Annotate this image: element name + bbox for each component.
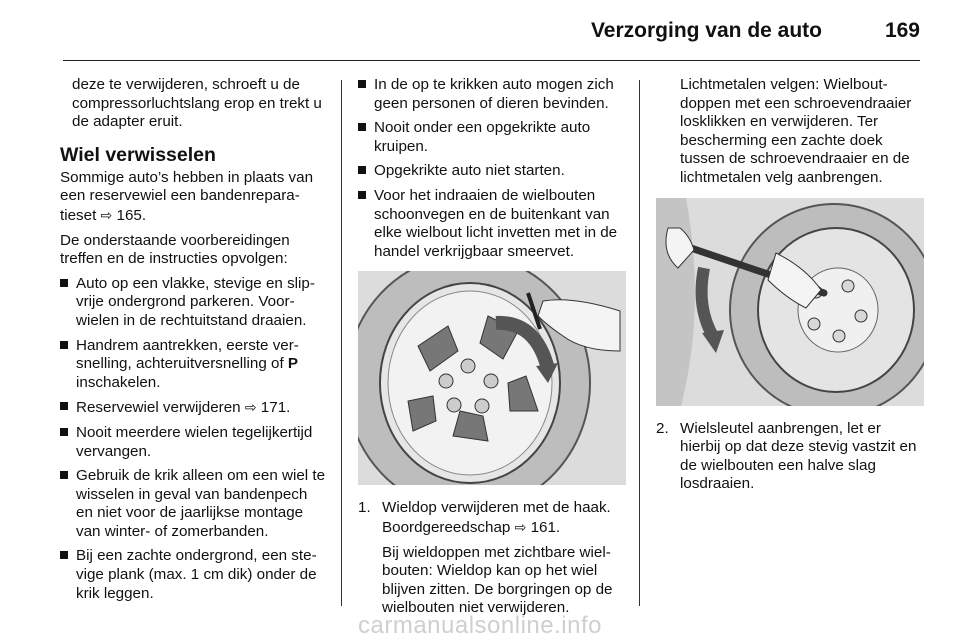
list-item: Auto op een vlakke, stevige en slipvrije ondergrond parkeren. Voorwielen in de rechtuitstand draaien. — [60, 275, 326, 331]
column-divider — [341, 80, 342, 606]
bullet-icon — [60, 428, 68, 436]
list-item: Reservewiel verwijderen ⇨ 171. — [60, 398, 326, 418]
page-number: 169 — [884, 19, 920, 42]
list-item: Gebruik de krik alleen om een wiel te wisselen in geval van bandenpech en niet voor de jaarlijkse montage van winter- of zomerbanden. — [60, 467, 326, 541]
bullet-icon — [358, 166, 366, 174]
section-heading: Wiel verwisselen — [60, 143, 216, 166]
paragraph-repair-kit: Sommige auto’s hebben in plaats van een reservewiel een bandenreparatieset ⇨ 165. — [60, 168, 314, 224]
list-item: Handrem aantrekken, eerste versnelling, achteruitversnelling of P inschakelen. — [60, 337, 326, 393]
bullet-icon — [60, 551, 68, 559]
bullet-icon — [60, 279, 68, 287]
list-item: Voor het indraaien de wielbouten schoonvegen en de buitenkant van elke wielbout licht invetten met in de handel verkrijgbaar smeervet. — [358, 187, 624, 261]
bullet-icon — [358, 123, 366, 131]
step-1: 1. Wieldop verwijderen met de haak. Boordgereedschap ⇨ 161. — [358, 499, 611, 536]
reference-arrow-icon: ⇨ — [100, 206, 113, 223]
reference-arrow-icon: ⇨ — [244, 399, 257, 416]
column-1 — [60, 76, 326, 609]
page-title: Verzorging van de auto — [590, 19, 822, 42]
bullet-icon — [60, 341, 68, 349]
page-header — [0, 0, 960, 62]
hubcap-removal-illustration — [358, 271, 626, 485]
list-item: In de op te krikken auto mogen zich geen personen of dieren bevinden. — [358, 76, 624, 113]
bullet-icon — [358, 80, 366, 88]
bullet-icon — [60, 402, 68, 410]
page-reference-link[interactable]: 165. — [116, 206, 147, 224]
watermark: carmanualsonline.info — [358, 612, 602, 639]
step-2: 2. Wielsleutel aanbrengen, let er hierbij op dat deze stevig vastzit en de wielbouten een halve slag losdraaien. — [656, 419, 917, 493]
step-1-note: Bij wieldoppen met zichtbare wielbouten: Wieldop kan op het wiel blijven zitten. De borgringen op de wielbouten niet verwijderen. — [382, 543, 613, 617]
column-divider — [639, 80, 640, 606]
step-number: 2. — [656, 419, 669, 437]
wheel-wrench-illustration — [656, 198, 924, 406]
step-number: 1. — [358, 499, 371, 517]
bullet-icon — [60, 471, 68, 479]
column-2 — [358, 76, 624, 624]
list-item: Opgekrikte auto niet starten. — [358, 162, 624, 181]
page-reference-link[interactable]: 171. — [260, 399, 291, 417]
gear-p-label: P — [287, 355, 299, 373]
page-reference-link[interactable]: 161. — [530, 518, 561, 536]
column-3 — [656, 76, 924, 500]
list-item: Nooit onder een opgekrikte auto kruipen. — [358, 119, 624, 156]
bullet-icon — [358, 191, 366, 199]
paragraph-preparations: De onderstaande voorbereidingen treffen en de instructies opvolgen: — [60, 231, 290, 268]
intro-text: deze te verwijderen, schroeft u de compressorluchtslang erop en trekt u de adapter eruit. — [72, 76, 322, 131]
header-rule — [63, 60, 920, 61]
alloy-wheel-note: Lichtmetalen velgen: Wielboutdoppen met een schroevendraaier losklikken en verwijderen. Ter bescherming een zachte doek tussen de schroevendraaier en de lichtmetalen velg aanbrengen. — [680, 76, 912, 186]
reference-arrow-icon: ⇨ — [514, 518, 527, 535]
list-item: Bij een zachte ondergrond, een stevige plank (max. 1 cm dik) onder de krik leggen. — [60, 547, 326, 603]
list-item: Nooit meerdere wielen tegelijkertijd vervangen. — [60, 424, 326, 461]
